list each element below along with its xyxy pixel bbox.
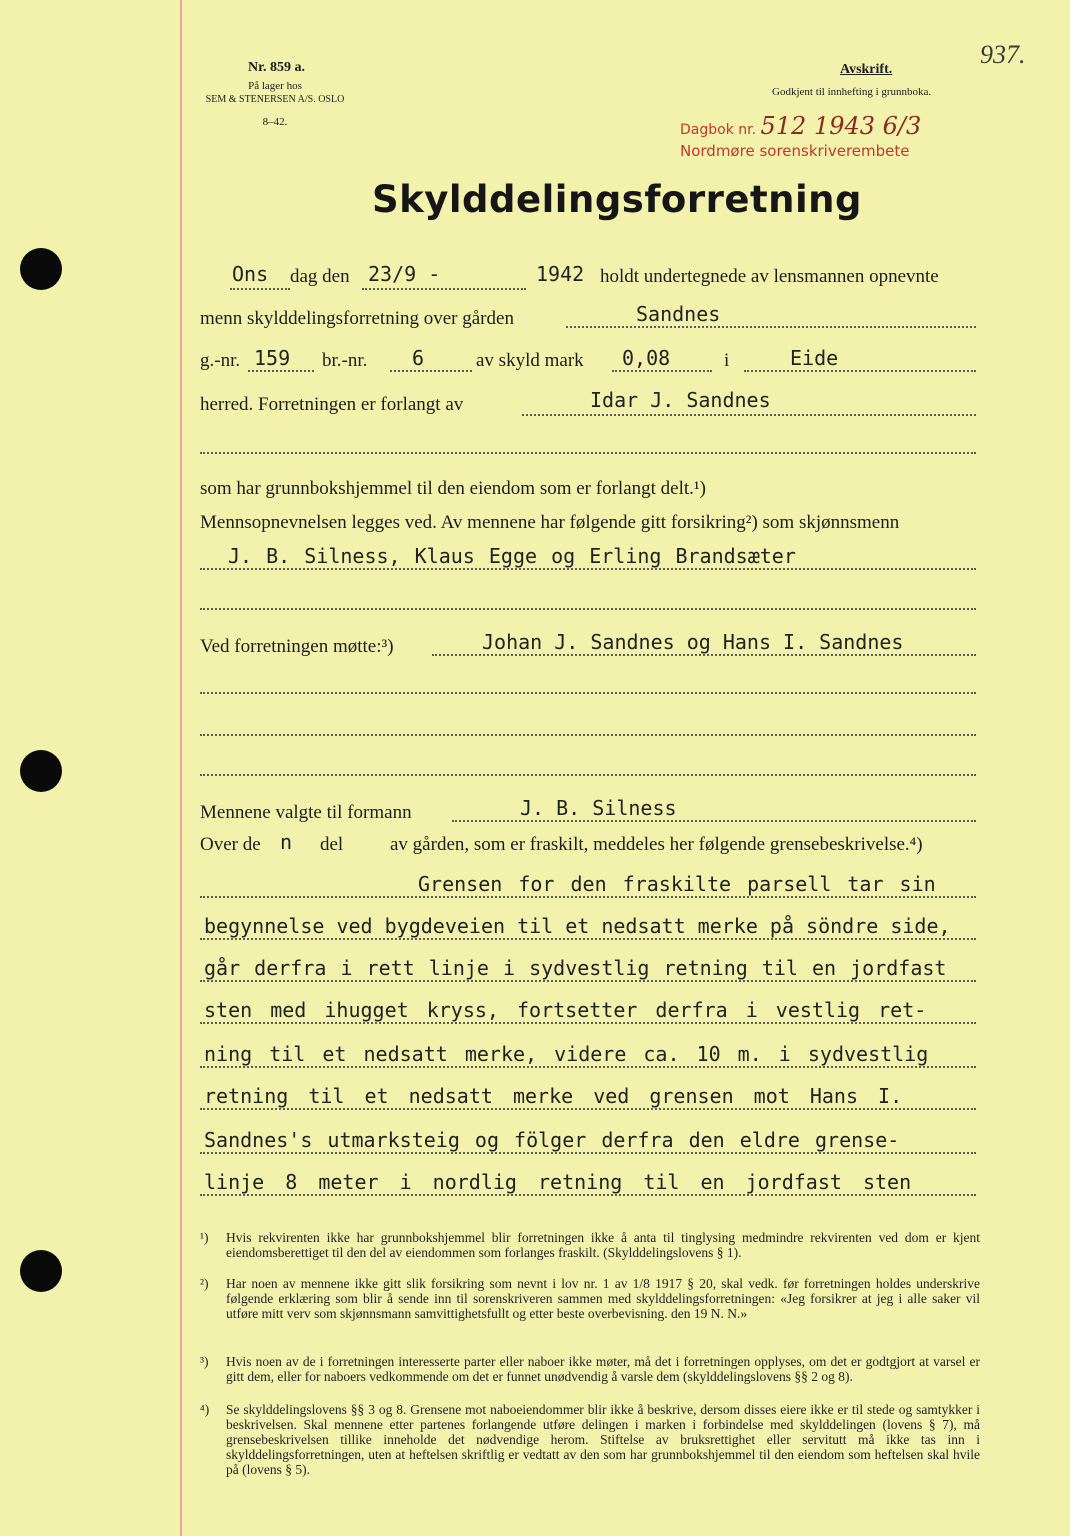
- footnote-2: [200, 1276, 980, 1321]
- held-text: holdt undertegnede av lensmannen opnevnte: [600, 266, 939, 287]
- footnote-1: [200, 1230, 980, 1260]
- skyld-dots: [612, 370, 712, 372]
- over-value: n: [280, 830, 293, 854]
- farm-dots: [566, 326, 976, 328]
- boundary-dots-6: [200, 1108, 976, 1110]
- skyld-value: 0,08: [622, 346, 671, 370]
- blank-dots-2: [200, 608, 976, 610]
- footnote-3: [200, 1354, 980, 1384]
- document-title: Skylddelingsforretning: [372, 178, 862, 221]
- margin-rule: [180, 0, 182, 1536]
- attended-dots: [432, 654, 976, 656]
- publisher-line3: 8–42.: [262, 116, 288, 128]
- approved-note: Godkjent til innhefting i grunnboka.: [772, 86, 932, 98]
- requester-value: Idar J. Sandnes: [590, 388, 771, 412]
- dagbok-value: 512 1943 6/3: [760, 112, 922, 140]
- punch-hole-middle: [20, 750, 62, 792]
- bnr-value: 6: [412, 346, 425, 370]
- municipality-dots: [744, 370, 976, 372]
- boundary-dots-8: [200, 1194, 976, 1196]
- boundary-line-8: linje 8 meter i nordlig retning til en jordfast sten: [204, 1170, 912, 1194]
- day-dots: [230, 288, 290, 290]
- skyld-label: av skyld mark: [476, 350, 584, 371]
- boundary-dots-2: [200, 938, 976, 940]
- form-number: Nr. 859 a.: [248, 60, 306, 75]
- boundary-dots-1: [200, 896, 976, 898]
- over-label: Over de: [200, 834, 261, 855]
- menn-text: Mennsopnevnelsen legges ved. Av mennene har følgende gitt forsikring²) som skjønnsmenn: [200, 512, 900, 533]
- bnr-label: br.-nr.: [322, 350, 368, 371]
- footnote-3-text: Hvis noen av de i forretningen interesserte parter eller naboer ikke møter, må det i forretningen opplyses, om det er godtgjort at varsel er gitt dem, eller for naboers vedkommende om det er funnet unødvendig å varsle dem (skylddelingslovens §§ 2 og 8).: [226, 1354, 980, 1384]
- day-label: dag den: [290, 266, 350, 287]
- blank-dots-5: [200, 774, 976, 776]
- gnr-value: 159: [254, 346, 291, 370]
- footnote-1-text: Hvis rekvirenten ikke har grunnbokshjemmel blir forretningen ikke å anta til tinglysing medmindre rekvirenten ved dom er kjent eiendomsberettiget til den del av eiendommen som forlanges fraskilt. (Skylddelingslovens § 1).: [226, 1230, 980, 1260]
- farm-value: Sandnes: [636, 302, 721, 326]
- boundary-dots-3: [200, 980, 976, 982]
- bnr-dots: [390, 370, 472, 372]
- farm-label: menn skylddelingsforretning over gården: [200, 308, 514, 329]
- punch-hole-top: [20, 248, 62, 290]
- boundary-line-5: ning til et nedsatt merke, videre ca. 10 m. i sydvestlig: [204, 1042, 929, 1066]
- punch-hole-bottom: [20, 1250, 62, 1292]
- publisher-line1: På lager hos: [248, 80, 302, 92]
- boundary-dots-7: [200, 1152, 976, 1154]
- herred-label: herred. Forretningen er forlangt av: [200, 394, 464, 415]
- footnote-2-text: Har noen av mennene ikke gitt slik forsikring som nevnt i lov nr. 1 av 1/8 1917 § 20, skal vedk. før forretningen holdes underskrive følgende erklæring som blir å sende inn til sorenskriveren sammen med skylddelingsforretningen: «Jeg forsikrer at jeg i alle saker vil utføre mitt verv som skjønnsmann samvittighetsfullt og etter beste overbevisning. den 19 N. N.»: [226, 1276, 980, 1321]
- footnote-3-num: ³): [200, 1354, 209, 1369]
- gnr-dots: [248, 370, 314, 372]
- footnote-4-text: Se skylddelingslovens §§ 3 og 8. Grensene mot naboeiendommer blir ikke å beskrive, dersom disses eiere ikke er til stede og samtykker i beskrivelsen. Skal mennene etter partenes forlangende utføre delingen i marken i forbindelse med skylddelingen (lovens § 7), må grensebeskrivelsen tillike inneholde det nødvendige herom. Stiftelse av bruksrettighet eller servitutt må ikke tas inn i skylddelingsforretningen, uten at heftelsen skriftlig er vedtatt av den som har grunnbokshjemmel til den eiendom som heftelsen skal hvile på (lovens § 5).: [226, 1402, 980, 1477]
- grunnbok-text: som har grunnbokshjemmel til den eiendom som er forlangt delt.¹): [200, 478, 706, 499]
- blank-dots-4: [200, 734, 976, 736]
- date-value: 23/9 -: [368, 262, 441, 286]
- footnote-2-num: ²): [200, 1276, 209, 1291]
- attended-value: Johan J. Sandnes og Hans I. Sandnes: [482, 630, 904, 654]
- page-number: 937.: [980, 40, 1026, 69]
- i-label: i: [724, 350, 730, 371]
- boundary-line-2: begynnelse ved bygdeveien til et nedsatt merke på söndre side,: [204, 914, 951, 938]
- boundary-dots-5: [200, 1066, 976, 1068]
- boundary-intro: av gården, som er fraskilt, meddeles her følgende grensebeskrivelse.⁴): [390, 834, 923, 855]
- boundary-line-7: Sandnes's utmarksteig og fölger derfra den eldre grense-: [204, 1128, 900, 1152]
- del-label: del: [320, 834, 344, 855]
- boundary-line-1: Grensen for den fraskilte parsell tar sin: [418, 872, 936, 896]
- chair-dots: [452, 820, 976, 822]
- footnote-4-num: ⁴): [200, 1402, 210, 1417]
- boundary-line-3: går derfra i rett linje i sydvestlig retning til en jordfast: [204, 956, 947, 980]
- chair-value: J. B. Silness: [520, 796, 677, 820]
- boundary-line-6: retning til et nedsatt merke ved grensen mot Hans I.: [204, 1084, 903, 1108]
- dagbok-label: Dagbok nr.: [680, 122, 757, 138]
- date-dots: [362, 288, 526, 290]
- men-dots: [200, 568, 976, 570]
- copy-label: Avskrift.: [840, 62, 893, 77]
- blank-dots-3: [200, 692, 976, 694]
- year-value: 1942: [536, 262, 585, 286]
- blank-dots-1: [200, 452, 976, 454]
- publisher-line2: SEM & STENERSEN A/S. OSLO: [205, 94, 345, 105]
- day-value: Ons: [232, 262, 269, 286]
- office-stamp: Nordmøre sorenskriverembete: [680, 142, 910, 160]
- footnote-1-num: ¹): [200, 1230, 209, 1245]
- boundary-line-4: sten med ihugget kryss, fortsetter derfra i vestlig ret-: [204, 998, 927, 1022]
- gnr-label: g.-nr.: [200, 350, 241, 371]
- boundary-dots-4: [200, 1022, 976, 1024]
- requester-dots: [522, 414, 976, 416]
- men-value: J. B. Silness, Klaus Egge og Erling Brandsæter: [228, 544, 796, 568]
- footnote-4: [200, 1402, 980, 1477]
- chair-label: Mennene valgte til formann: [200, 802, 412, 823]
- attended-label: Ved forretningen møtte:³): [200, 636, 394, 657]
- municipality-value: Eide: [790, 346, 839, 370]
- dagbok-stamp: [680, 112, 921, 140]
